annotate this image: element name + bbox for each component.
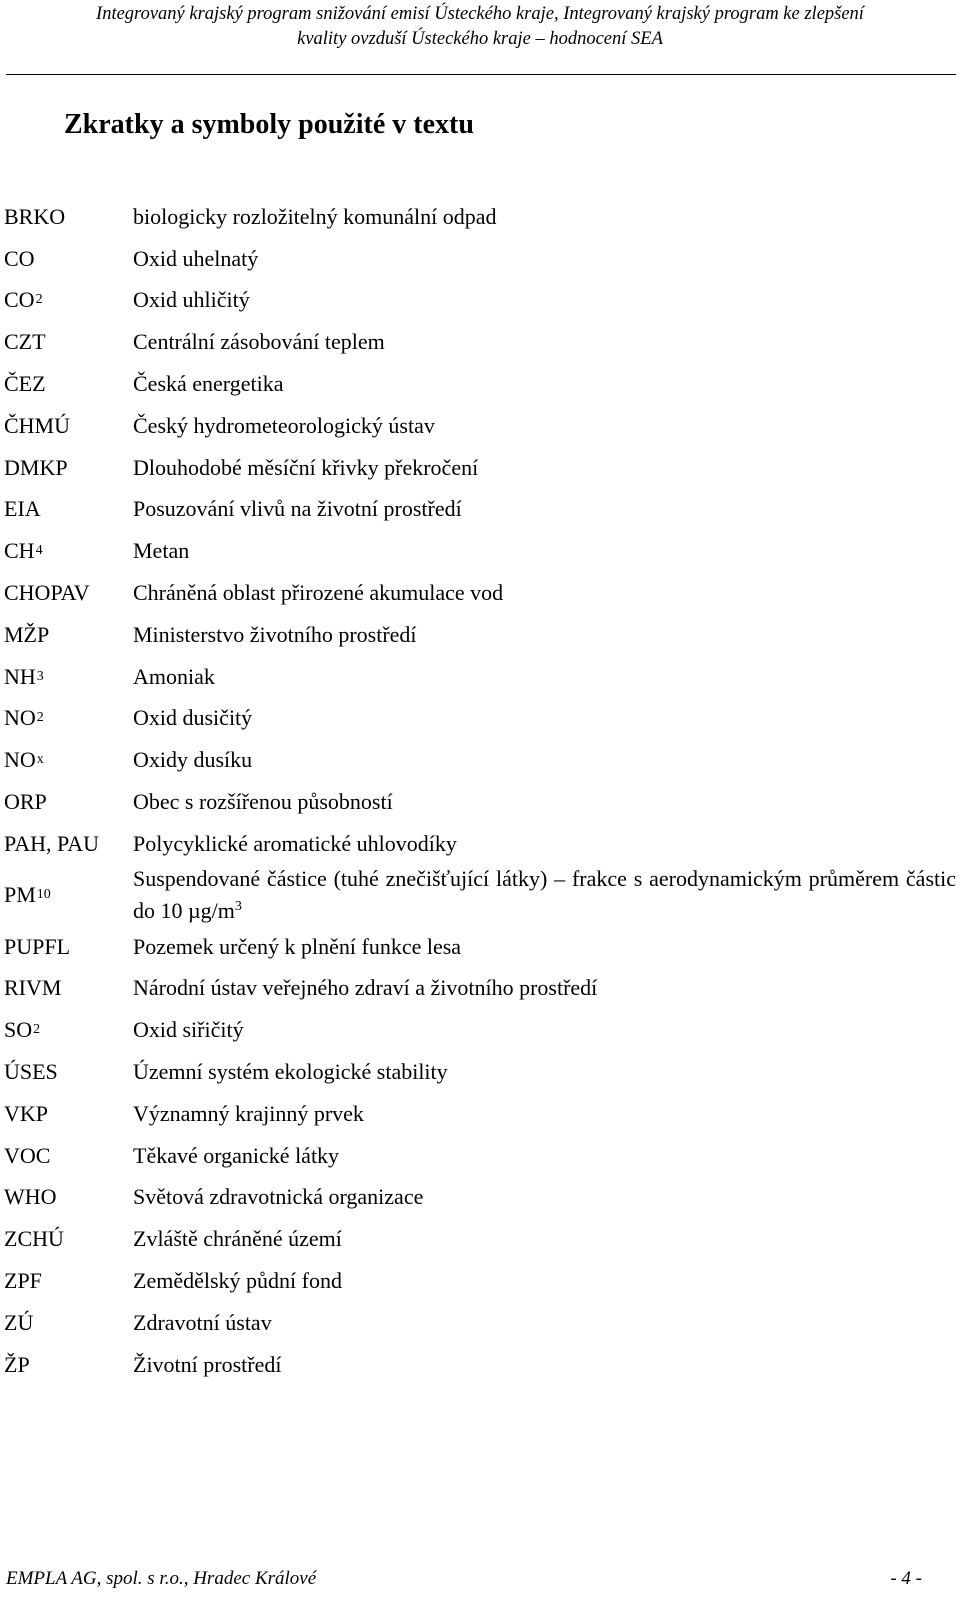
abbreviation-description-block	[133, 622, 417, 648]
abbreviation-description-block	[133, 538, 189, 564]
abbreviation-description	[133, 926, 956, 968]
abbreviation-term-text: NO	[4, 705, 36, 731]
abbreviation-description	[133, 1260, 956, 1302]
abbreviation-description-text: Světová zdravotnická organizace	[133, 1184, 424, 1210]
abbreviation-description-block	[133, 1268, 342, 1294]
abbreviation-row	[4, 489, 956, 531]
abbreviation-term	[4, 238, 35, 280]
abbreviation-description-text: Oxid uhličitý	[133, 287, 250, 313]
abbreviation-row	[4, 1093, 956, 1135]
abbreviation-term	[4, 614, 49, 656]
abbreviation-term-text: ZPF	[4, 1268, 42, 1294]
abbreviation-description-text: Těkavé organické látky	[133, 1142, 340, 1168]
abbreviation-term-text: CHOPAV	[4, 580, 90, 606]
abbreviation-description-block	[133, 204, 497, 230]
abbreviation-description-text: Oxid siřičitý	[133, 1017, 244, 1043]
abbreviation-term-text: CO	[4, 287, 35, 313]
abbreviation-row	[4, 572, 956, 614]
page-title: Zkratky a symboly použité v textu	[64, 109, 474, 140]
abbreviation-term-text: ÚSES	[4, 1059, 58, 1085]
abbreviation-term	[4, 823, 99, 865]
abbreviation-description-block	[133, 1310, 272, 1336]
abbreviation-row	[4, 238, 956, 280]
abbreviation-row	[4, 1218, 956, 1260]
abbreviation-subscript: 10	[36, 887, 51, 903]
abbreviation-description-block	[133, 1143, 339, 1169]
abbreviation-row	[4, 363, 956, 405]
abbreviation-description-block	[133, 831, 457, 857]
abbreviation-term	[4, 196, 65, 238]
abbreviation-term	[4, 530, 43, 572]
abbreviation-description	[133, 614, 956, 656]
abbreviation-description-text: biologicky rozložitelný komunální odpad	[133, 203, 497, 229]
abbreviation-subscript: 3	[36, 668, 44, 684]
abbreviation-description	[133, 1302, 956, 1344]
abbreviation-description-text: Chráněná oblast přirozené akumulace vod	[133, 580, 504, 606]
abbreviation-term	[4, 1093, 48, 1135]
abbreviation-row	[4, 1009, 956, 1051]
abbreviation-description-text: Oxid dusičitý	[133, 705, 253, 731]
abbreviation-term	[4, 656, 44, 698]
abbreviation-description-block	[133, 865, 956, 925]
abbreviation-description-block	[133, 1101, 364, 1127]
header-divider	[6, 74, 956, 75]
abbreviation-description	[133, 447, 956, 489]
abbreviation-term-text: CZT	[4, 329, 46, 355]
abbreviation-term-text: VKP	[4, 1100, 49, 1126]
abbreviation-description-block	[133, 789, 393, 815]
abbreviation-term	[4, 1302, 33, 1344]
abbreviation-row	[4, 781, 956, 823]
abbreviation-term-text: CO	[4, 245, 35, 271]
abbreviation-term	[4, 739, 44, 781]
abbreviation-term	[4, 321, 46, 363]
abbreviation-description	[133, 238, 956, 280]
abbreviation-description	[133, 1218, 956, 1260]
abbreviation-row	[4, 865, 956, 926]
abbreviation-row	[4, 1051, 956, 1093]
abbreviation-description-block	[133, 664, 215, 690]
abbreviation-description-text: Oxid uhelnatý	[133, 245, 259, 271]
abbreviation-description-text: Česká energetika	[133, 371, 284, 397]
abbreviation-description-text: Centrální zásobování teplem	[133, 329, 385, 355]
abbreviation-description	[133, 405, 956, 447]
abbreviation-description-text: Územní systém ekologické stability	[133, 1059, 448, 1085]
footer-company: EMPLA AG, spol. s r.o., Hradec Králové	[6, 1568, 317, 1589]
abbreviation-description	[133, 698, 956, 740]
abbreviation-description	[133, 968, 956, 1010]
abbreviation-row	[4, 280, 956, 322]
abbreviation-row	[4, 739, 956, 781]
abbreviation-description-text: Metan	[133, 538, 190, 564]
abbreviation-description-block	[133, 455, 478, 481]
abbreviation-term-text: PUPFL	[4, 933, 71, 959]
abbreviation-row	[4, 1260, 956, 1302]
abbreviation-description-text: Pozemek určený k plnění funkce lesa	[133, 933, 462, 959]
abbreviation-term-text: MŽP	[4, 621, 50, 647]
abbreviation-term	[4, 489, 41, 531]
abbreviation-term-text: DMKP	[4, 454, 68, 480]
abbreviation-term	[4, 405, 70, 447]
abbreviation-subscript: 2	[35, 292, 43, 308]
abbreviation-description	[133, 196, 956, 238]
abbreviation-description-block	[133, 1059, 448, 1085]
abbreviation-description	[133, 1051, 956, 1093]
abbreviation-subscript: 2	[36, 710, 44, 726]
abbreviation-term	[4, 1177, 57, 1219]
abbreviation-subscript: 2	[33, 1022, 41, 1038]
abbreviation-row	[4, 926, 956, 968]
abbreviation-list	[4, 196, 956, 1386]
abbreviation-description-block	[133, 1226, 342, 1252]
abbreviation-description-text: Oxidy dusíku	[133, 747, 253, 773]
abbreviation-term	[4, 1051, 58, 1093]
abbreviation-description-text: Zdravotní ústav	[133, 1309, 272, 1335]
abbreviation-term-text: NO	[4, 747, 36, 773]
abbreviation-description-block	[133, 580, 503, 606]
abbreviation-term	[4, 1260, 42, 1302]
abbreviation-term	[4, 363, 46, 405]
abbreviation-term-text: SO	[4, 1017, 33, 1043]
header-line-1: Integrovaný krajský program snižování emisí Ústeckého kraje, Integrovaný krajský program ke zlepšení	[96, 4, 864, 24]
abbreviation-description	[133, 280, 956, 322]
abbreviation-description	[133, 363, 956, 405]
abbreviation-term-text: VOC	[4, 1142, 51, 1168]
abbreviation-superscript: 3	[234, 899, 242, 915]
abbreviation-term-text: ZÚ	[4, 1309, 34, 1335]
abbreviation-description-block	[133, 1017, 244, 1043]
abbreviation-description	[133, 656, 956, 698]
abbreviation-description-text: Český hydrometeorologický ústav	[133, 412, 435, 438]
abbreviation-description-block	[133, 246, 258, 272]
abbreviation-row	[4, 405, 956, 447]
abbreviation-description-text: Obec s rozšířenou působností	[133, 789, 393, 815]
abbreviation-row	[4, 1344, 956, 1386]
abbreviation-description-block	[133, 747, 252, 773]
header-line-2: kvality ovzduší Ústeckého kraje – hodnocení SEA	[297, 29, 663, 49]
abbreviation-term-text: CH	[4, 538, 35, 564]
abbreviation-description-text: Ministerstvo životního prostředí	[133, 621, 417, 647]
abbreviation-term-text: ČEZ	[4, 371, 46, 397]
abbreviation-description-text: Dlouhodobé měsíční křivky překročení	[133, 454, 479, 480]
abbreviation-description-block	[133, 329, 385, 355]
abbreviation-row	[4, 656, 956, 698]
abbreviation-description-block	[133, 413, 435, 439]
abbreviation-description	[133, 865, 956, 926]
abbreviation-description-text: Suspendované částice (tuhé znečišťující látky) – frakce s aerodynamickým průměrem částic do 10 µg/m	[133, 866, 956, 924]
abbreviation-term-text: PM	[4, 882, 36, 908]
abbreviation-row	[4, 614, 956, 656]
abbreviation-row	[4, 968, 956, 1010]
abbreviation-description	[133, 321, 956, 363]
abbreviation-term	[4, 1218, 64, 1260]
abbreviation-description-block	[133, 287, 250, 313]
abbreviation-description	[133, 1135, 956, 1177]
abbreviation-description-text: Národní ústav veřejného zdraví a životního prostředí	[133, 975, 598, 1001]
abbreviation-term-text: EIA	[4, 496, 41, 522]
abbreviation-term	[4, 865, 51, 926]
abbreviation-term	[4, 698, 44, 740]
abbreviation-term	[4, 968, 61, 1010]
abbreviation-description	[133, 1177, 956, 1219]
abbreviation-row	[4, 530, 956, 572]
abbreviation-description	[133, 1344, 956, 1386]
abbreviation-term-text: WHO	[4, 1184, 57, 1210]
abbreviation-term-text: ČHMÚ	[4, 412, 71, 438]
abbreviation-description-text: Amoniak	[133, 663, 215, 689]
abbreviation-term	[4, 926, 70, 968]
page-header	[0, 2, 960, 52]
abbreviation-description-block	[133, 975, 597, 1001]
abbreviation-term	[4, 1135, 50, 1177]
abbreviation-description-text: Polycyklické aromatické uhlovodíky	[133, 830, 457, 856]
abbreviation-row	[4, 698, 956, 740]
abbreviation-term-text: RIVM	[4, 975, 62, 1001]
abbreviation-term-text: ZCHÚ	[4, 1226, 64, 1252]
abbreviation-term-text: NH	[4, 663, 36, 689]
abbreviation-description-text: Posuzování vlivů na životní prostředí	[133, 496, 462, 522]
abbreviation-row	[4, 1135, 956, 1177]
abbreviation-description-block	[133, 1352, 281, 1378]
abbreviation-description-block	[133, 1184, 423, 1210]
abbreviation-term-text: ŽP	[4, 1351, 30, 1377]
abbreviation-term	[4, 280, 43, 322]
page-number: - 4 -	[890, 1568, 922, 1589]
abbreviation-term	[4, 572, 90, 614]
abbreviation-description	[133, 781, 956, 823]
abbreviation-description-block	[133, 371, 283, 397]
abbreviation-subscript: 4	[35, 543, 43, 559]
abbreviation-row	[4, 1177, 956, 1219]
abbreviation-term	[4, 1344, 30, 1386]
abbreviation-description-block	[133, 705, 252, 731]
abbreviation-row	[4, 823, 956, 865]
abbreviation-term-text: ORP	[4, 789, 47, 815]
abbreviation-description	[133, 530, 956, 572]
abbreviation-description	[133, 1009, 956, 1051]
abbreviation-term	[4, 447, 68, 489]
abbreviation-row	[4, 1302, 956, 1344]
abbreviation-description	[133, 739, 956, 781]
abbreviation-term	[4, 1009, 40, 1051]
abbreviation-description	[133, 823, 956, 865]
abbreviation-description-text: Zvláště chráněné území	[133, 1226, 342, 1252]
abbreviation-description-block	[133, 496, 462, 522]
abbreviation-description-text: Životní prostředí	[133, 1351, 282, 1377]
abbreviation-description	[133, 489, 956, 531]
abbreviation-row	[4, 196, 956, 238]
abbreviation-description-text: Zemědělský půdní fond	[133, 1268, 342, 1294]
abbreviation-description-text: Významný krajinný prvek	[133, 1100, 364, 1126]
abbreviation-term-text: PAH, PAU	[4, 830, 99, 856]
abbreviation-description-block	[133, 934, 461, 960]
abbreviation-term	[4, 781, 47, 823]
abbreviation-row	[4, 447, 956, 489]
abbreviation-description	[133, 572, 956, 614]
abbreviation-row	[4, 321, 956, 363]
abbreviation-term-text: BRKO	[4, 203, 66, 229]
abbreviation-description	[133, 1093, 956, 1135]
abbreviation-subscript: x	[36, 752, 44, 768]
